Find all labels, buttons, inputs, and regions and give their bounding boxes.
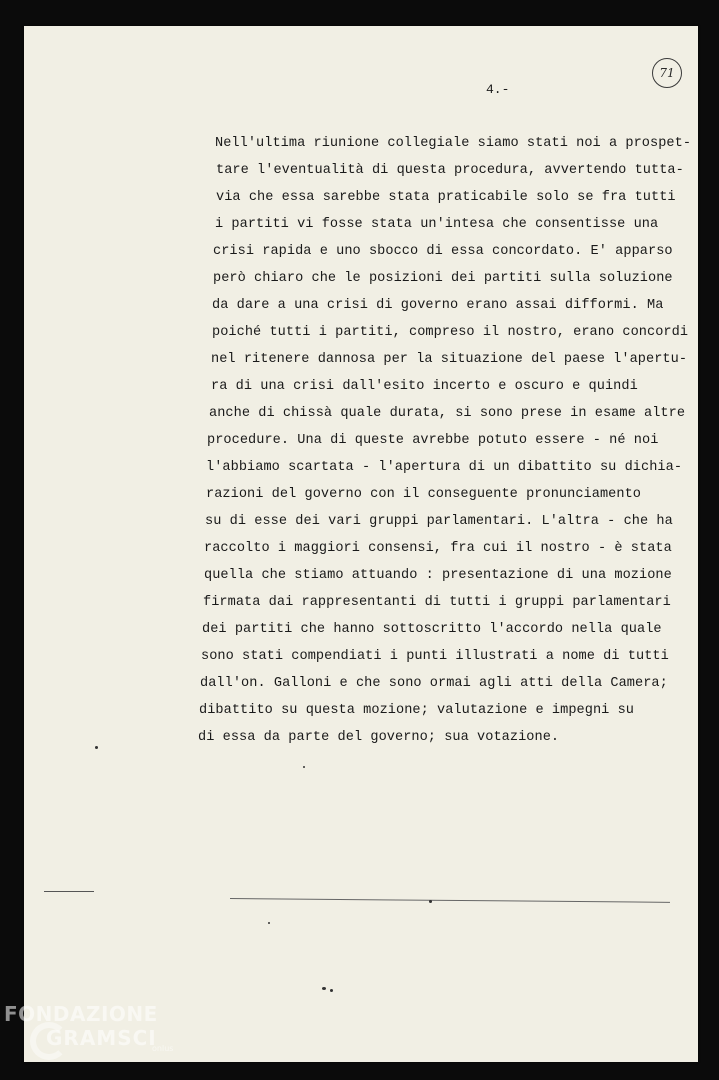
text-line: su di esse dei vari gruppi parlamentari. L'altra - che ha — [205, 514, 673, 529]
text-line: tare l'eventualità di questa procedura, avvertendo tutta- — [216, 163, 684, 178]
text-line: Nell'ultima riunione collegiale siamo stati noi a prospet- — [215, 136, 692, 151]
text-line: sono stati compendiati i punti illustrati a nome di tutti — [201, 649, 669, 664]
text-line: ra di una crisi dall'esito incerto e oscuro e quindi — [211, 379, 638, 394]
paper-speck — [322, 987, 326, 990]
paper-speck — [330, 989, 333, 992]
text-line: quella che stiamo attuando : presentazione di una mozione — [204, 568, 672, 583]
text-line: nel ritenere dannosa per la situazione del paese l'apertu- — [211, 352, 688, 367]
watermark-line1: FONDAZIONE — [4, 1002, 158, 1026]
watermark-line2: GRAMSCI — [46, 1026, 157, 1050]
paper-speck — [95, 746, 98, 749]
text-line: anche di chissà quale durata, si sono prese in esame altre — [209, 406, 686, 421]
text-line: da dare a una crisi di governo erano assai difformi. Ma — [212, 298, 664, 313]
watermark — [4, 1002, 173, 1053]
text-line: dall'on. Galloni e che sono ormai agli atti della Camera; — [200, 676, 668, 691]
text-line: procedure. Una di queste avrebbe potuto essere - né noi — [207, 433, 659, 448]
text-line: di essa da parte del governo; sua votazione. — [198, 730, 560, 745]
text-line: razioni del governo con il conseguente pronunciamento — [206, 487, 642, 502]
text-line: raccolto i maggiori consensi, fra cui il nostro - è stata — [204, 541, 672, 556]
text-line: i partiti vi fosse stata un'intesa che consentisse una — [215, 217, 659, 232]
margin-rule — [44, 891, 94, 892]
text-line: poiché tutti i partiti, compreso il nostro, erano concordi — [212, 325, 689, 340]
text-line: dei partiti che hanno sottoscritto l'accordo nella quale — [202, 622, 662, 637]
paper-speck — [429, 900, 432, 903]
text-line: via che essa sarebbe stata praticabile solo se fra tutti — [216, 190, 676, 205]
text-line: l'abbiamo scartata - l'apertura di un dibattito su dichia- — [206, 460, 683, 475]
page-number: 4.- — [486, 82, 510, 97]
archive-number-stamp: 71 — [652, 58, 682, 88]
text-line: però chiaro che le posizioni dei partiti sulla soluzione — [213, 271, 673, 286]
watermark-suffix: onlus — [152, 1044, 174, 1053]
paper-speck — [303, 766, 305, 768]
text-line: crisi rapida e uno sbocco di essa concordato. E' apparso — [213, 244, 673, 259]
text-line: firmata dai rappresentanti di tutti i gruppi parlamentari — [203, 595, 671, 610]
text-line: dibattito su questa mozione; valutazione e impegni su — [199, 703, 635, 718]
paper-speck — [268, 922, 270, 924]
